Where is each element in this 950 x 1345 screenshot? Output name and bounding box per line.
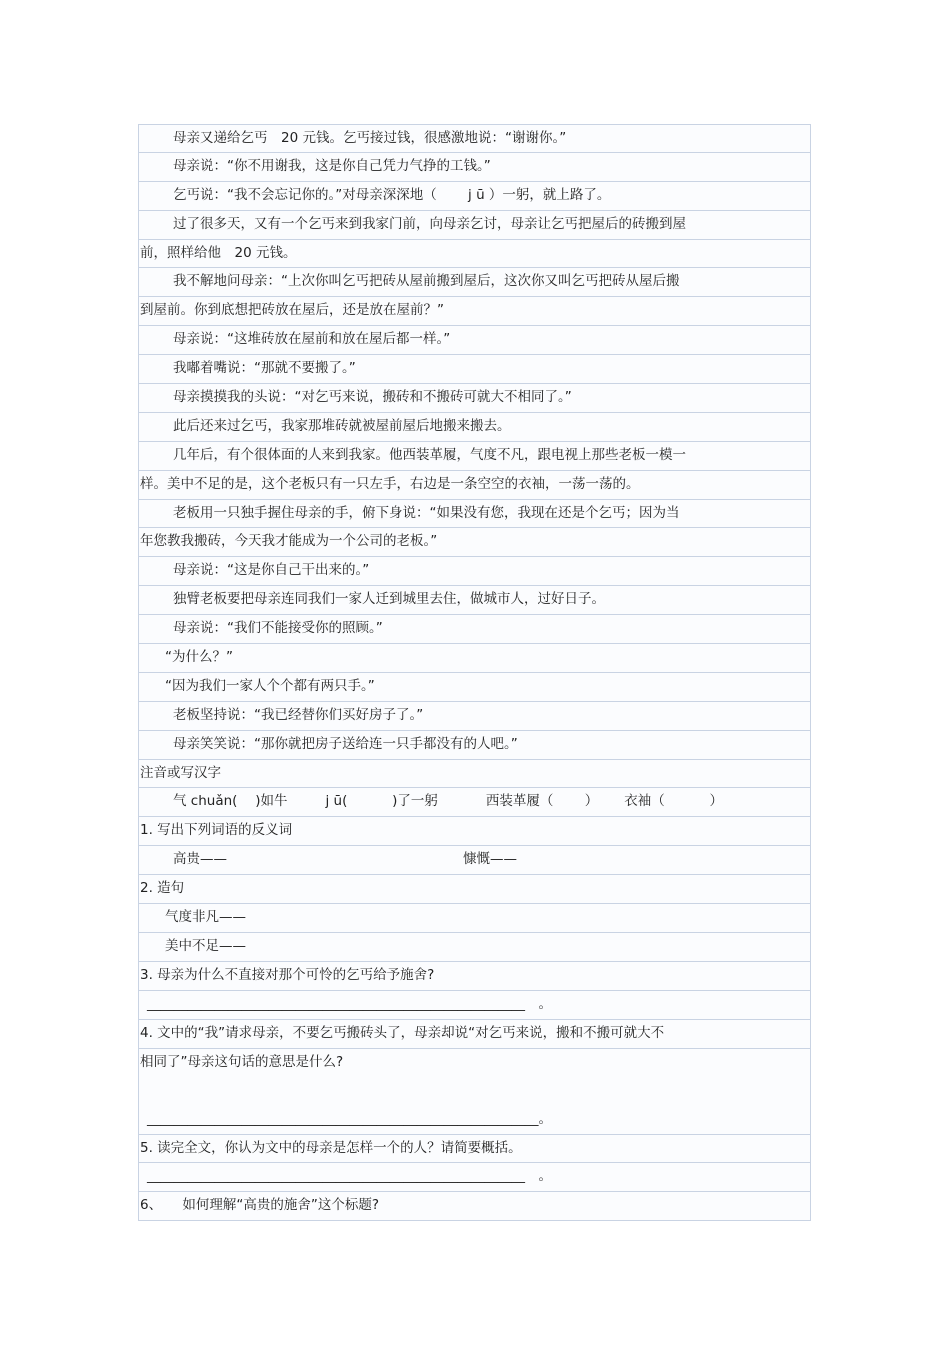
text-line: 我嘟着嘴说：“那就不要搬了。” — [138, 355, 811, 384]
text-line: “因为我们一家人个个都有两只手。” — [138, 673, 811, 702]
question-2-title: 2. 造句 — [138, 875, 811, 904]
pinyin-item-3: 西装革履（ ） — [485, 793, 599, 810]
answer-blank-5[interactable]: ________________________________________________________ 。 — [138, 1163, 811, 1192]
text-line: 母亲又递给乞丐 20 元钱。乞丐接过钱，很感激地说：“谢谢你。” — [138, 124, 811, 153]
question-6-title: 6、 如何理解“高贵的施舍”这个标题? — [138, 1192, 811, 1221]
text-line: 母亲说：“这是你自己干出来的。” — [138, 557, 811, 586]
text-line: 年您教我搬砖，今天我才能成为一个公司的老板。” — [138, 528, 811, 557]
text-line: “为什么？” — [138, 644, 811, 673]
worksheet — [138, 124, 811, 1221]
question-3-title: 3. 母亲为什么不直接对那个可怜的乞丐给予施舍? — [138, 962, 811, 991]
question-4-title: 4. 文中的“我”请求母亲，不要乞丐搬砖头了，母亲却说“对乞丐来说，搬和不搬可就大不 — [138, 1020, 811, 1049]
question-5-title: 5. 读完全文，你认为文中的母亲是怎样一个的人？请简要概括。 — [138, 1135, 811, 1164]
text-line: 此后还来过乞丐，我家那堆砖就被屋前屋后地搬来搬去。 — [138, 413, 811, 442]
question-4-title-cont: 相同了”母亲这句话的意思是什么? — [140, 1053, 344, 1070]
text-line: 我不解地问母亲：“上次你叫乞丐把砖从屋前搬到屋后，这次你又叫乞丐把砖从屋后搬 — [138, 268, 811, 297]
question-4-body — [138, 1049, 811, 1135]
sentence-item-1: 气度非凡—— — [138, 904, 811, 933]
antonym-item-2: 慷慨—— — [463, 851, 517, 868]
text-line: 过了很多天，又有一个乞丐来到我家门前，向母亲乞讨，母亲让乞丐把屋后的砖搬到屋 — [138, 211, 811, 240]
text-line: 到屋前。你到底想把砖放在屋后，还是放在屋前？” — [138, 297, 811, 326]
pinyin-item-2: j ū( )了一躬 — [325, 793, 438, 810]
text-line: 母亲说：“你不用谢我，这是你自己凭力气挣的工钱。” — [138, 153, 811, 182]
answer-blank-3[interactable]: ________________________________________________________ 。 — [138, 991, 811, 1020]
text-line: 几年后，有个很体面的人来到我家。他西装革履，气度不凡，跟电视上那些老板一模一 — [138, 442, 811, 471]
pinyin-item-1: 气 chuǎn( )如牛 — [173, 793, 288, 810]
question-1-title: 1. 写出下列词语的反义词 — [138, 817, 811, 846]
text-line: 母亲摸摸我的头说：“对乞丐来说，搬砖和不搬砖可就大不相同了。” — [138, 384, 811, 413]
question-1-items — [138, 846, 811, 875]
text-line: 母亲笑笑说：“那你就把房子送给连一只手都没有的人吧。” — [138, 731, 811, 760]
text-line: 老板坚持说：“我已经替你们买好房子了。” — [138, 702, 811, 731]
text-line: 母亲说：“这堆砖放在屋前和放在屋后都一样。” — [138, 326, 811, 355]
antonym-item-1: 高贵—— — [173, 851, 227, 868]
text-line: 母亲说：“我们不能接受你的照顾。” — [138, 615, 811, 644]
answer-blank-4[interactable]: __________________________________________________________。 — [147, 1110, 552, 1127]
question-0-items — [138, 788, 811, 817]
pinyin-item-4: 衣袖（ ） — [624, 793, 724, 810]
text-line: 乞丐说：“我不会忘记你的。”对母亲深深地（ j ū ）一躬，就上路了。 — [138, 182, 811, 211]
sentence-item-2: 美中不足—— — [138, 933, 811, 962]
text-line: 独臂老板要把母亲连同我们一家人迁到城里去住，做城市人，过好日子。 — [138, 586, 811, 615]
text-line: 样。美中不足的是，这个老板只有一只左手，右边是一条空空的衣袖，一荡一荡的。 — [138, 471, 811, 500]
text-line: 前，照样给他 20 元钱。 — [138, 240, 811, 269]
question-0-title: 注音或写汉字 — [138, 760, 811, 789]
text-line: 老板用一只独手握住母亲的手，俯下身说：“如果没有您，我现在还是个乞丐；因为当 — [138, 500, 811, 529]
